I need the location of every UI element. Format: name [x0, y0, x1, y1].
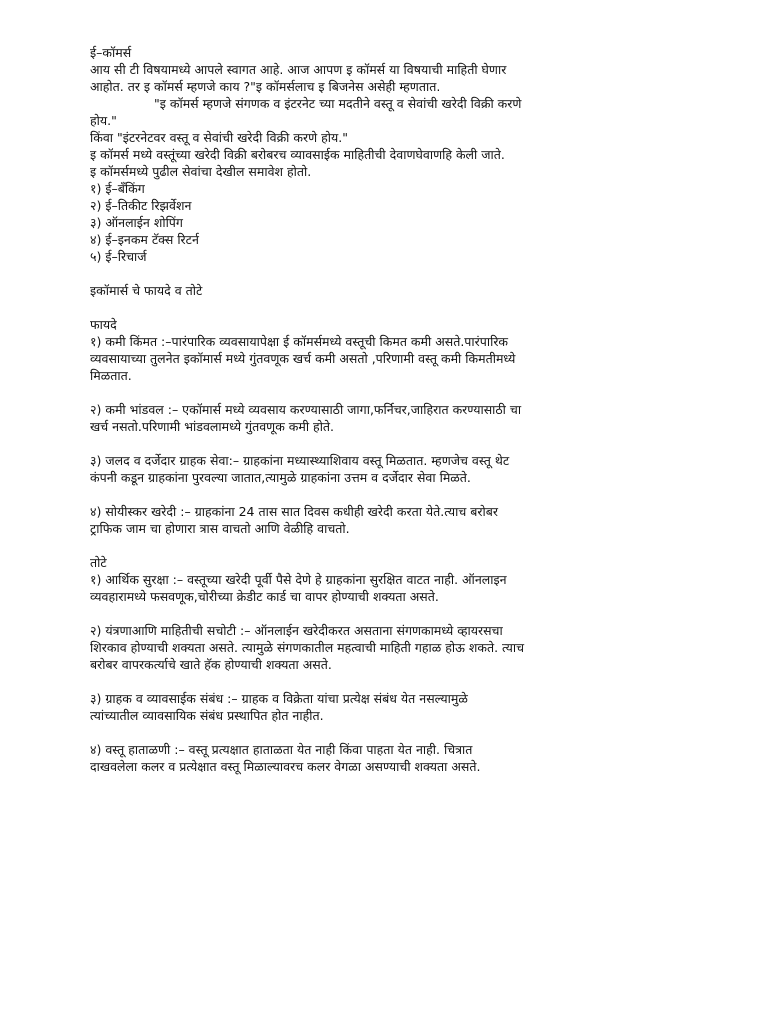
- disadvantage-item: [90, 571, 668, 605]
- advantage-item: [90, 452, 668, 486]
- body-line: इ कॉमर्समध्ये पुढील सेवांचा देखील समावेश होतो.: [90, 164, 312, 179]
- disadvantage-line: १) आर्थिक सुरक्षा :– वस्तूच्या खरेदी पूर्वी पैसे देणे हे ग्राहकांना सुरक्षित वाटत नाही. ऑनलाइन: [90, 572, 507, 587]
- intro-line: आय सी टी विषयामध्ये आपले स्वागत आहे. आज आपण इ कॉमर्स या विषयाची माहिती घेणार: [90, 62, 507, 77]
- advantage-line: ४) सोयीस्कर खरेदी :– ग्राहकांना 24 तास सात दिवस कधीही खरेदी करता येते.त्याच बरोबर: [90, 504, 499, 519]
- disadvantage-item: [90, 741, 668, 775]
- disadvantage-line: बरोबर वापरकर्त्याचे खाते हॅक होण्याची शक्यता असते.: [90, 657, 332, 672]
- disadvantage-line: दाखवलेला कलर व प्रत्येक्षात वस्तू मिळाल्यावरच कलर वेगळा असण्याची शक्यता असते.: [90, 759, 481, 774]
- disadvantage-line: २) यंत्रणाआणि माहितीची सचोटी :– ऑनलाईन खरेदीकरत असताना संगणकामध्ये व्हायरसचा: [90, 623, 503, 638]
- document-title: ई–कॉमर्स: [90, 45, 132, 60]
- service-item: ५) ई–रिचार्ज: [90, 249, 147, 264]
- advantages-heading: फायदे: [90, 317, 117, 332]
- service-item: ३) ऑनलाईन शोपिंग: [90, 215, 183, 230]
- document-page: [90, 44, 668, 775]
- advantage-line: १) कमी किंमत :–पारंपारिक व्यवसायापेक्षा ई कॉमर्समध्ये वस्तूची किमत कमी असते.पारंपारिक: [90, 334, 509, 349]
- advantage-item: [90, 401, 668, 435]
- service-item: १) ई–बँकिंग: [90, 181, 145, 196]
- services-list: [90, 180, 668, 265]
- disadvantage-line: ३) ग्राहक व व्यावसाईक संबंध :– ग्राहक व विक्रेता यांचा प्रत्येक्ष संबंध येत नसल्यामुळे: [90, 691, 468, 706]
- intro-line: आहोत. तर इ कॉमर्स म्हणजे काय ?"इ कॉमर्सलाच इ बिजनेस असेही म्हणतात.: [90, 79, 441, 94]
- body-line: इ कॉमर्स मध्ये वस्तूंच्या खरेदी विक्री बरोबरच व्यावसाईक माहितीची देवाणघेवाणहि केली जाते.: [90, 147, 505, 162]
- advantage-item: [90, 503, 668, 537]
- disadvantage-item: [90, 690, 668, 724]
- disadvantage-line: त्यांच्यातील व्यावसायिक संबंध प्रस्थापित होत नाहीत.: [90, 708, 324, 723]
- disadvantage-line: शिरकाव होण्याची शक्यता असते. त्यामुळे संगणकातील महत्वाची माहिती गहाळ होऊ शकते. त्याच: [90, 640, 525, 655]
- advantage-line: व्यवसायाच्या तुलनेत इकॉमार्स मध्ये गुंतवणूक खर्च कमी असतो ,परिणामी वस्तू कमी किमतीमध्ये: [90, 351, 516, 366]
- section-heading: इकॉमार्स चे फायदे व तोटे: [90, 283, 203, 298]
- advantage-line: मिळतात.: [90, 368, 132, 383]
- advantage-line: ट्राफिक जाम चा होणारा त्रास वाचतो आणि वेळीहि वाचतो.: [90, 521, 350, 536]
- advantage-line: २) कमी भांडवल :– एकॉमार्स मध्ये व्यवसाय करण्यासाठी जागा,फर्निचर,जाहिरात करण्यासाठी चा: [90, 402, 522, 417]
- service-item: ४) ई–इनकम टॅक्स रिटर्न: [90, 232, 199, 247]
- advantage-line: कंपनी कडून ग्राहकांना पुरवल्या जातात,त्यामुळे ग्राहकांना उत्तम व दर्जेदार सेवा मिळते.: [90, 470, 471, 485]
- definition-quote-end: होय.": [90, 113, 117, 128]
- definition-quote: "इ कॉमर्स म्हणजे संगणक व इंटरनेट च्या मदतीने वस्तू व सेवांची खरेदी विक्री करणे: [154, 96, 522, 111]
- advantage-item: [90, 333, 668, 384]
- advantage-line: खर्च नसतो.परिणामी भांडवलामध्ये गुंतवणूक कमी होते.: [90, 419, 335, 434]
- disadvantage-line: ४) वस्तू हाताळणी :– वस्तू प्रत्यक्षात हाताळता येत नाही किंवा पाहता येत नाही. चित्रात: [90, 742, 473, 757]
- alternate-definition: किंवा "इंटरनेटवर वस्तू व सेवांची खरेदी विक्री करणे होय.": [90, 130, 348, 145]
- service-item: २) ई–तिकीट रिझर्वेशन: [90, 198, 192, 213]
- advantage-line: ३) जलद व दर्जेदार ग्राहक सेवा:– ग्राहकांना मध्यास्थ्याशिवाय वस्तू मिळतात. म्हणजेच वस्तू थेट: [90, 453, 510, 468]
- disadvantage-line: व्यवहारामध्ये फसवणूक,चोरीच्या क्रेडीट कार्ड चा वापर होण्याची शक्यता असते.: [90, 589, 439, 604]
- disadvantage-item: [90, 622, 668, 673]
- disadvantages-heading: तोटे: [90, 555, 107, 570]
